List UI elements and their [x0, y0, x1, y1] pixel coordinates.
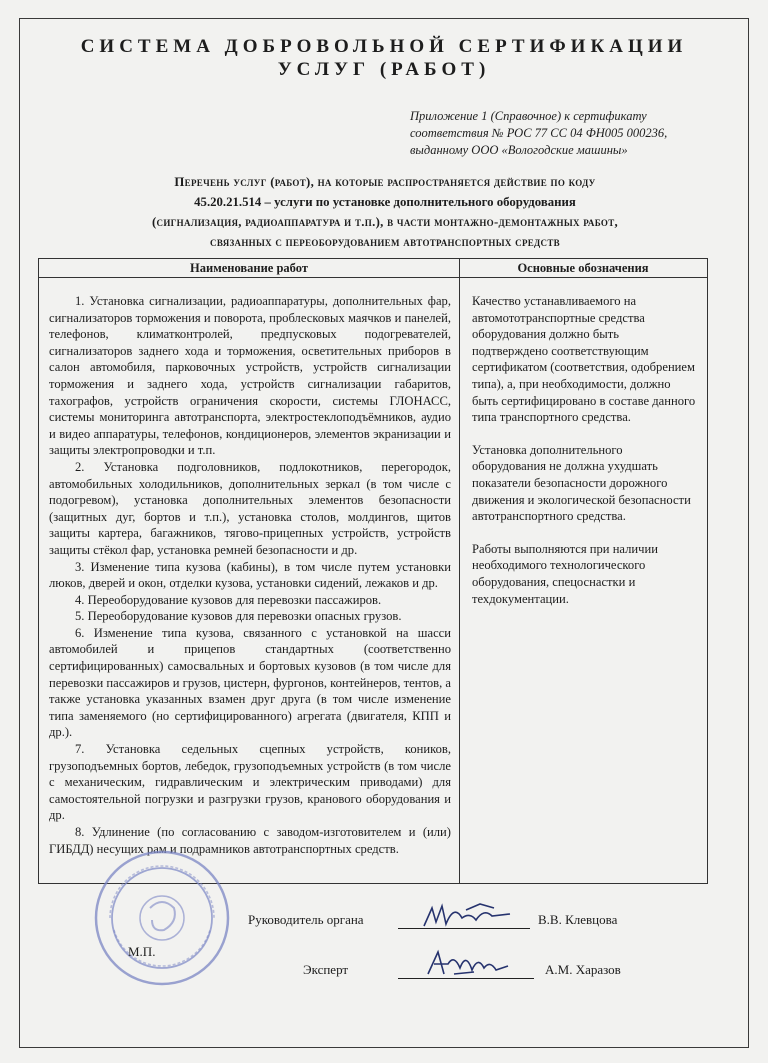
expert-label: Эксперт — [303, 962, 349, 977]
appendix-line: Приложение 1 (Справочное) к сертификату — [410, 109, 647, 123]
head-signature — [420, 898, 520, 932]
seal-stamp — [92, 848, 232, 988]
notes-column — [472, 293, 698, 623]
heading-line: связанных с переоборудованием автотранспортных средств — [210, 235, 560, 249]
column-header-notes: Основные обозначения — [517, 261, 649, 275]
work-item: 1. Установка сигнализации, радиоаппаратуры, дополнительных фар, сигнализаторов торможения и поворота, проблесковых маячков и панелей, телефонов, климатконтролей, предпусковых подогревателей, сигнализаторов заднего хода и торможения, осветительных приборов в салон автомобиля, парковочных устройств, устройств сигнализации торможения и заднего хода, устройств сигнализации габаритов, тахографов, устройств ограничения скорости, системы ГЛОНАСС, системы мониторинга автотранспорта, электростеклоподъёмников, аудио и видео аппаратуры, телефонов, кондиционеров, элементов экранизации и защиты электропроводки и т.п. — [49, 294, 451, 458]
work-item: 8. Удлинение (по согласованию с заводом-изготовителем и (или) ГИБДД) несущих рам и подрамников автотранспортных средств. — [49, 825, 451, 856]
note-paragraph: Работы выполняются при наличии необходимого технологического оборудования, спецоснастки и техдокументации. — [472, 541, 658, 606]
column-divider — [459, 259, 460, 883]
heading-line: (сигнализация, радиоаппаратура и т.п.), в части монтажно-демонтажных работ, — [151, 215, 619, 229]
expert-name: А.М. Харазов — [545, 962, 621, 977]
note-paragraph: Установка дополнительного оборудования не должна ухудшать показатели безопасности дорожного движения и экологической безопасности автотранспортного средства. — [472, 442, 691, 524]
note-paragraph: Качество устанавливаемого на автомототранспортные средства оборудования должно быть подтверждено соответствующим сертификатом (соответствия, одобрением типа), а, при необходимости, должно быть сертифицировано в составе данного типа транспортного средства. — [472, 294, 696, 425]
certification-system-title: СИСТЕМА ДОБРОВОЛЬНОЙ СЕРТИФИКАЦИИ — [80, 36, 688, 57]
heading-line: Перечень услуг (работ), на которые распространяется действие по коду — [174, 175, 596, 189]
services-table — [38, 258, 708, 884]
work-item: 6. Изменение типа кузова, связанного с установкой на шасси автомобилей и прицепов стандартных (соответственно сертифицированных) самосвальных и бортовых кузовов (в том числе для перевозки пассажиров и грузов, цистерн, фургонов, контейнеров, тентов, а также установка указанных взамен друг друга (в том числе изменение типа заменяемого (но сертифицированного) агрегата (двигателя, КПП и др.). — [49, 625, 451, 740]
work-item: 4. Переоборудование кузовов для перевозки пассажиров. — [75, 592, 382, 607]
head-signatory-label: Руководитель органа — [248, 912, 364, 927]
certification-system-subtitle: УСЛУГ (РАБОТ) — [277, 59, 491, 80]
work-item: 3. Изменение типа кузова (кабины), в том числе путем установки люков, дверей и окон, отделки кузова, установки сидений, лежаков и др. — [49, 559, 451, 591]
works-list — [49, 293, 451, 857]
appendix-line: соответствия № РОС 77 СС 04 ФН005 000236, — [410, 126, 668, 140]
appendix-line: выданному ООО «Вологодские машины» — [410, 143, 628, 157]
appendix-reference — [410, 108, 710, 159]
seal-place-label: М.П. — [128, 944, 156, 959]
work-item: 7. Установка седельных сцепных устройств, коников, грузоподъемных бортов, лебедок, грузоподъемных устройств (в том числе с механическим, гидравлическим и электрическим приводами) для самостоятельной погрузки и разгрузки грузов, кранового оборудования и др. — [49, 742, 451, 823]
work-item: 2. Установка подголовников, подлокотников, перегородок, автомобильных холодильников, дополнительных зеркал (в том числе с подогревом), установка дополнительных элементов безопасности (защитных дуг, бортов и т.п.), установка столов, молдингов, щитов защиты картера, багажников, тягово-прицепных устройств, устройств защиты стёкол фар, установка ремней безопасности и др. — [49, 459, 451, 557]
expert-signature — [424, 944, 524, 980]
column-header-works: Наименование работ — [190, 261, 308, 275]
work-item: 5. Переоборудование кузовов для перевозки опасных грузов. — [75, 609, 402, 624]
heading-line: 45.20.21.514 – услуги по установке дополнительного оборудования — [194, 195, 576, 209]
head-signatory-name: В.В. Клевцова — [538, 912, 618, 927]
services-list-heading — [40, 172, 730, 252]
table-header-row — [39, 259, 707, 278]
